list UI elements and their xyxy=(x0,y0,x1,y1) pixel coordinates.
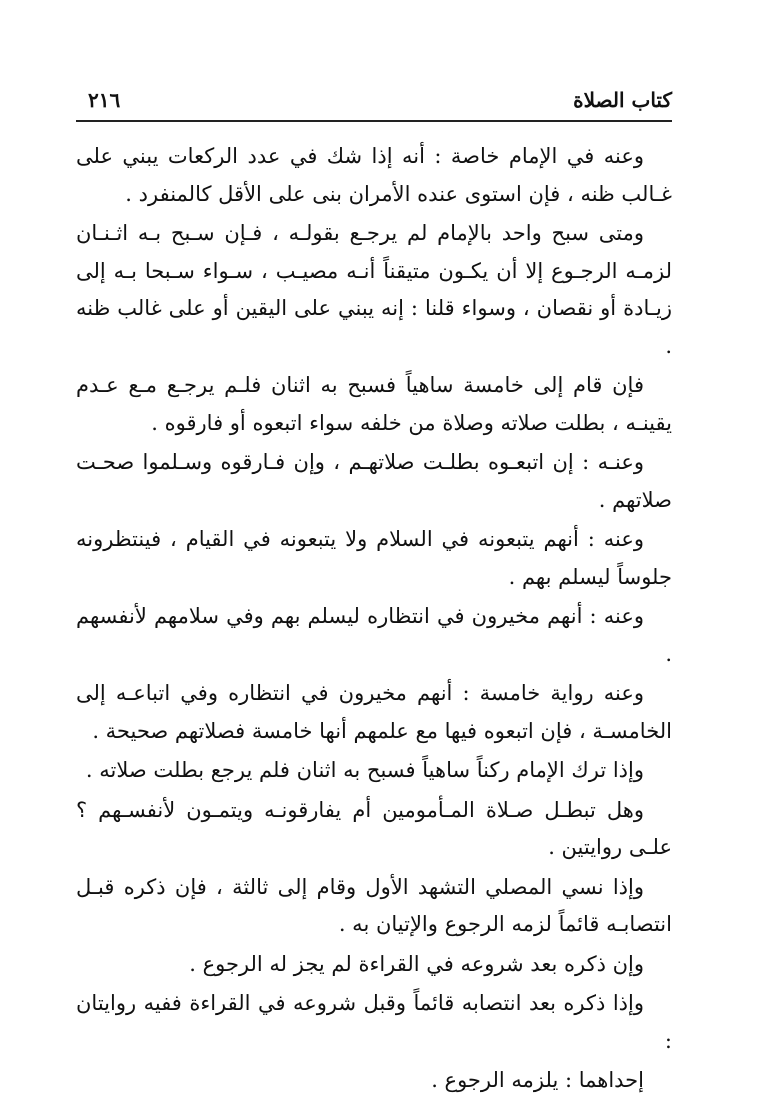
paragraph-1: وعنه في الإمام خاصة : أنه إذا شك في عدد الركعات يبني على غـالب ظنه ، فإن استوى عنده الأمران بنى على الأقل كالمنفرد . xyxy=(76,144,672,206)
paragraph-13: إحداهما : يلزمه الرجوع . xyxy=(431,1068,644,1092)
paragraph-5: وعنه : أنهم يتبعونه في السلام ولا يتبعونه في القيام ، فينتظرونه جلوساً ليسلم بهم . xyxy=(76,527,672,589)
paragraph-2: ومتى سبح واحد بالإمام لم يرجـع بقولـه ، فـإن سـبح بـه اثـنـان لزمـه الرجـوع إلا أن يكـون متيقناً أنـه مصيـب ، سـواء سـبحا بـه إلى زيـادة أو نقصان ، وسواء قلنا : إنه يبني على اليقين أو على غالب ظنه . xyxy=(76,221,672,358)
paragraph-9: وهل تبطـل صـلاة المـأمومين أم يفارقونـه ويتمـون لأنفسـهم ؟ علـى روايتين . xyxy=(76,797,672,859)
paragraph-7: وعنه رواية خامسة : أنهم مخيرون في انتظاره وفي اتباعـه إلى الخامسـة ، فإن اتبعوه فيها مع علمهم أنها خامسة فصلاتهم صحيحة . xyxy=(76,681,672,743)
page-number: ٢١٦ xyxy=(88,88,121,112)
paragraph-6: وعنه : أنهم مخيرون في انتظاره ليسلم بهم وفي سلامهم لأنفسهم . xyxy=(76,604,672,666)
paragraph-12: وإذا ذكره بعد انتصابه قائماً وقبل شروعه في القراءة ففيه روايتان : xyxy=(76,991,672,1053)
paragraph-4: وعنـه : إن اتبعـوه بطلـت صلاتهـم ، وإن فـارقوه وسـلموا صحـت صلاتهم . xyxy=(76,450,672,512)
page-header xyxy=(76,82,672,116)
paragraph-8: وإذا ترك الإمام ركناً ساهياً فسبح به اثنان فلم يرجع بطلت صلاته . xyxy=(85,758,644,782)
paragraph-10: وإذا نسي المصلي التشهد الأول وقام إلى ثالثة ، فإن ذكره قبـل انتصابـه قائماً لزمه الرجوع والإتيان به . xyxy=(76,874,672,936)
paragraph-11: وإن ذكره بعد شروعه في القراءة لم يجز له الرجوع . xyxy=(189,951,644,976)
book-title: كتاب الصلاة xyxy=(573,88,672,112)
body-text xyxy=(76,138,672,1102)
header-divider xyxy=(76,120,672,122)
paragraph-3: فإن قام إلى خامسة ساهياً فسبح به اثنان فلـم يرجـع مـع عـدم يقينـه ، بطلت صلاته وصلاة من خلفه سواء اتبعوه أو فارقوه . xyxy=(76,373,672,435)
